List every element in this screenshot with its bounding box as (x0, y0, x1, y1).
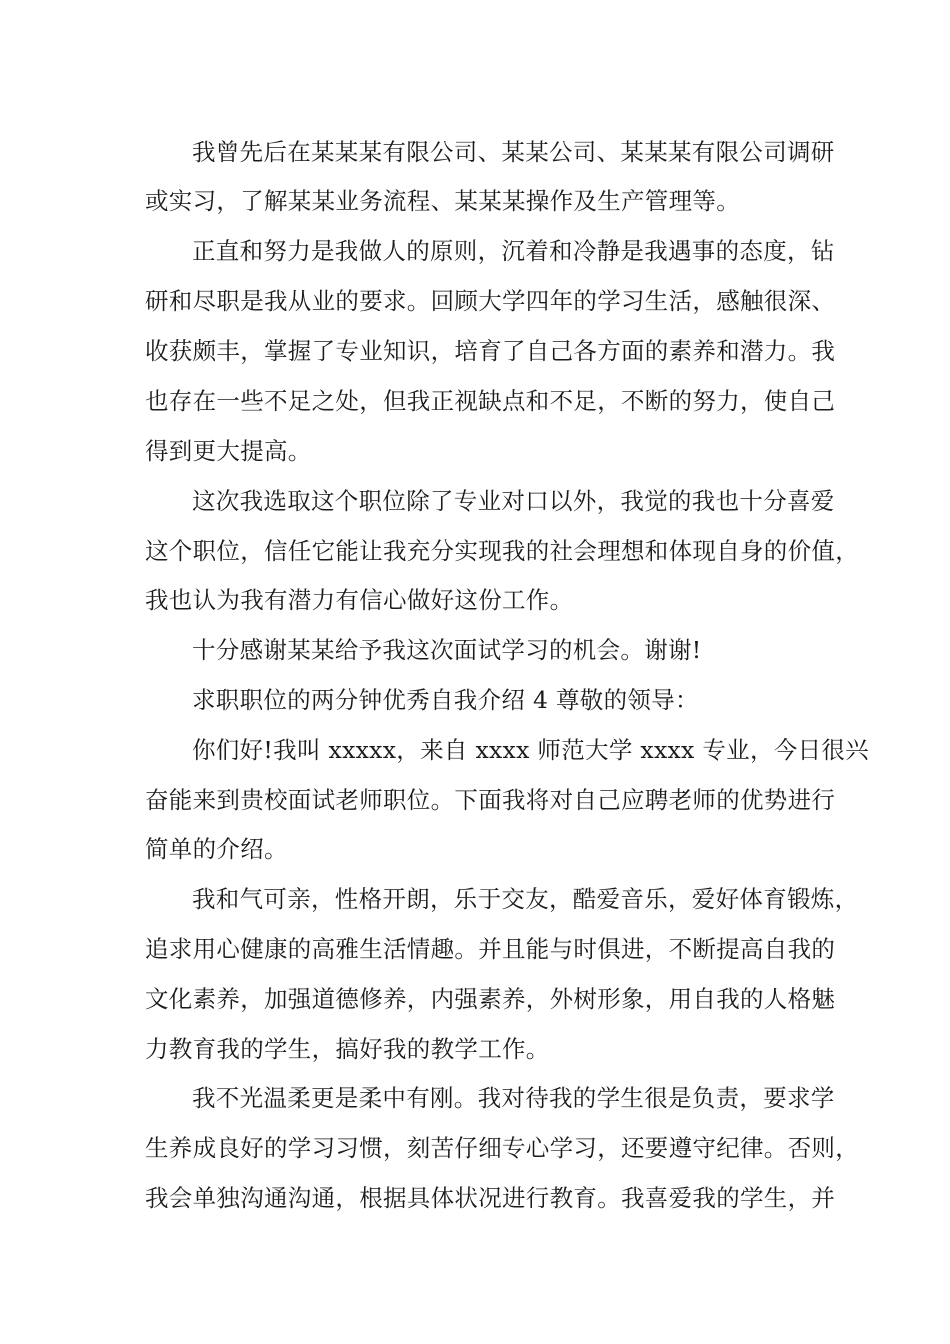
text-line: 奋能来到贵校面试老师职位。下面我将对自己应聘老师的优势进行 (145, 786, 836, 814)
text-line: 我也认为我有潜力有信心做好这份工作。 (145, 586, 574, 614)
text-line: 研和尽职是我从业的要求。回顾大学四年的学习生活，感触很深、 (145, 287, 836, 315)
text-line: 追求用心健康的高雅生活情趣。并且能与时俱进，不断提高自我的 (145, 935, 836, 963)
text-line: 或实习，了解某某业务流程、某某某操作及生产管理等。 (145, 187, 740, 215)
text-line: 我曾先后在某某某有限公司、某某公司、某某某有限公司调研 (192, 138, 835, 166)
text-line: 文化素养，加强道德修养，内强素养，外树形象，用自我的人格魅 (145, 985, 836, 1013)
text-line: 这次我选取这个职位除了专业对口以外，我觉的我也十分喜爱 (192, 487, 835, 515)
text-line: 正直和努力是我做人的原则，沉着和冷静是我遇事的态度，钻 (192, 237, 835, 265)
text-line: 也存在一些不足之处，但我正视缺点和不足，不断的努力，使自己 (145, 387, 836, 415)
text-line: 求职职位的两分钟优秀自我介绍 4 尊敬的领导： (192, 686, 699, 714)
text-line: 这个职位，信任它能让我充分实现我的社会理想和体现自身的价值， (145, 537, 859, 565)
text-line: 简单的介绍。 (145, 835, 288, 863)
text-line: 生养成良好的学习习惯，刻苦仔细专心学习，还要遵守纪律。否则， (145, 1134, 859, 1162)
text-line: 收获颇丰，掌握了专业知识，培育了自己各方面的素养和潜力。我 (145, 337, 836, 365)
text-line: 我不光温柔更是柔中有刚。我对待我的学生很是负责，要求学 (192, 1084, 835, 1112)
text-line: 十分感谢某某给予我这次面试学习的机会。谢谢! (192, 636, 702, 664)
text-line: 你们好!我叫 xxxxx，来自 xxxx 师范大学 xxxx 专业，今日很兴 (192, 736, 869, 764)
text-line: 我会单独沟通沟通，根据具体状况进行教育。我喜爱我的学生，并 (145, 1184, 836, 1212)
text-line: 我和气可亲，性格开朗，乐于交友，酷爱音乐，爱好体育锻炼， (192, 885, 859, 913)
text-line: 得到更大提高。 (145, 437, 312, 465)
text-line: 力教育我的学生，搞好我的教学工作。 (145, 1035, 550, 1063)
